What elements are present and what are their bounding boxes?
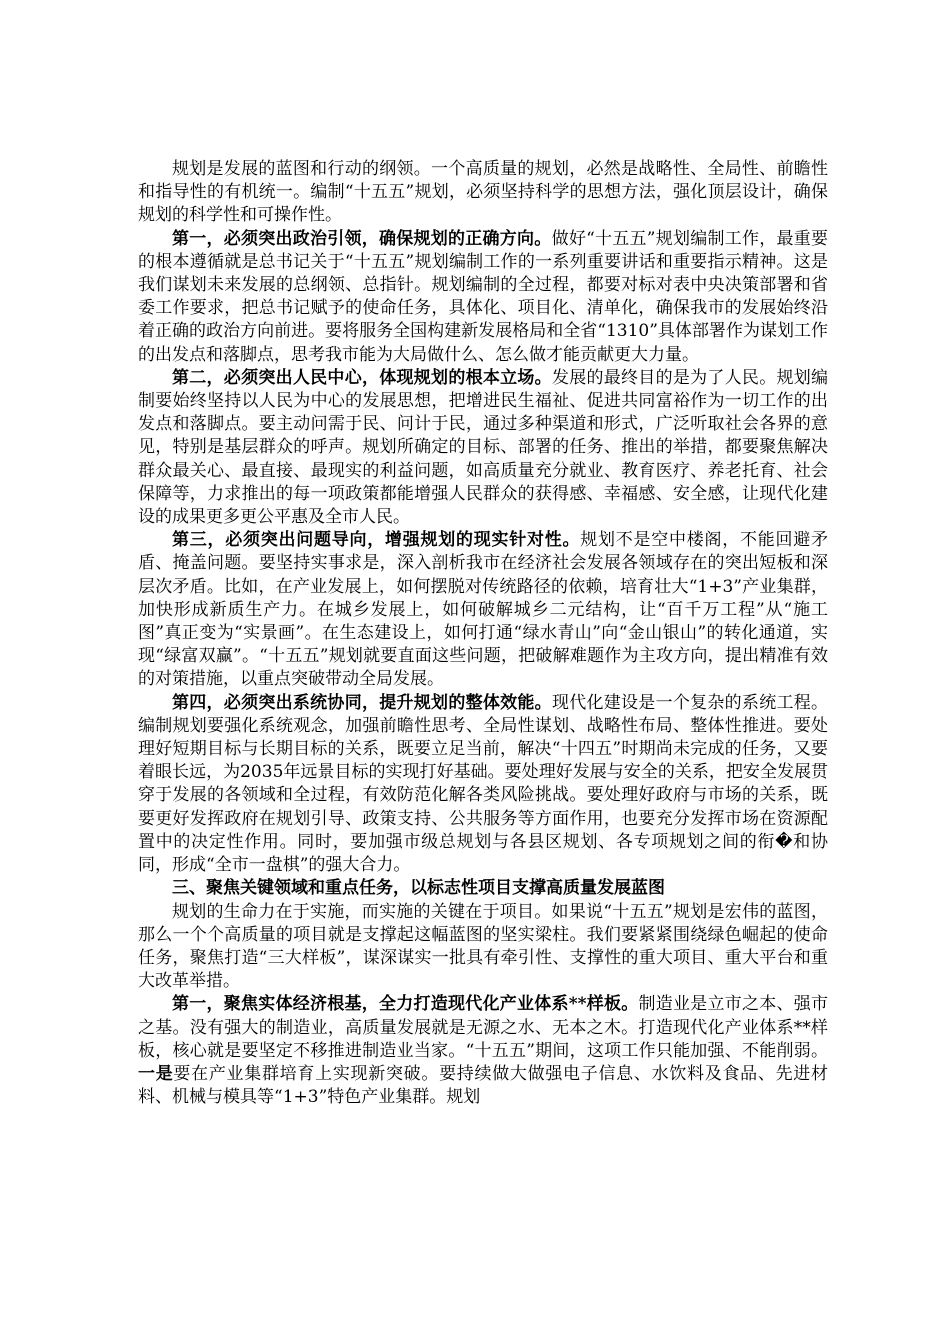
paragraph-text: 规划的生命力在于实施，而实施的关键在于项目。如果说“十五五”规划是宏伟的蓝图，那么一个个高质量的项目就是支撑起这幅蓝图的坚实梁柱。我们要紧紧围绕绿色崛起的使命任务，聚焦打造“三大样板”，谋深谋实一批具有牵引性、支撑性的重大项目、重大平台和重大改革举措。 bbox=[138, 901, 828, 992]
paragraph-lead: 第二，必须突出人民中心，体现规划的根本立场。 bbox=[172, 367, 552, 388]
point-two-paragraph bbox=[138, 367, 828, 529]
section-heading: 三、聚焦关键领域和重点任务，以标志性项目支撑高质量发展蓝图 bbox=[172, 878, 665, 899]
intro-paragraph bbox=[138, 158, 828, 228]
section-intro-paragraph bbox=[138, 901, 828, 994]
paragraph-text: 规划是发展的蓝图和行动的纲领。一个高质量的规划，必然是战略性、全局性、前瞻性和指导性的有机统一。编制“十五五”规划，必须坚持科学的思想方法，强化顶层设计，确保规划的科学性和可操作性。 bbox=[138, 159, 828, 226]
paragraph-text: 现代化建设是一个复杂的系统工程。编制规划要强化系统观念，加强前瞻性思考、全局性谋划、战略性布局、整体性推进。要处理好短期目标与长期目标的关系，既要立足当前，解决“十四五”时期尚未完成的任务，又要着眼长远，为2035年远景目标的实现打好基础。要处理好发展与安全的关系，把安全发展贯穿于发展的各领域和全过程，有效防范化解各类风险挑战。要处理好政府与市场的关系，既要更好发挥政府在规划引导、政策支持、公共服务等方面作用，也要充分发挥市场在资源配置中的决定性作用。同时，要加强市级总规划与各县区规划、各专项规划之间的衔�和协同，形成“全市一盘棋”的强大合力。 bbox=[138, 692, 829, 876]
paragraph-text: 规划不是空中楼阁，不能回避矛盾、掩盖问题。要坚持实事求是，深入剖析我市在经济社会发展各领域存在的突出短板和深层次矛盾。比如，在产业发展上，如何摆脱对传统路径的依赖，培育壮大“1+3”产业集群，加快形成新质生产力。在城乡发展上，如何破解城乡二元结构，让“百千万工程”从“施工图”真正变为“实景画”。在生态建设上，如何打通“绿水青山”向“金山银山”的转化通道，实现“绿富双赢”。“十五五”规划就要直面这些问题，把破解难题作为主攻方向，提出精准有效的对策措施，以重点突破带动全局发展。 bbox=[138, 530, 828, 690]
paragraph-text-continued: 要在产业集群培育上实现新突破。要持续做大做强电子信息、水饮料及食品、先进材料、机械与模具等“1+3”特色产业集群。规划 bbox=[138, 1063, 828, 1108]
paragraph-text: 做好“十五五”规划编制工作，最重要的根本遵循就是总书记关于“十五五”规划编制工作的一系列重要讲话和重要指示精神。这是我们谋划未来发展的总纲领、总指针。规划编制的全过程，都要对标对表中央决策部署和省委工作要求，把总书记赋予的使命任务，具体化、项目化、清单化，确保我市的发展始终沿着正确的政治方向前进。要将服务全国构建新发展格局和全省“1310”具体部署作为谋划工作的出发点和落脚点，思考我市能为大局做什么、怎么做才能贡献更大力量。 bbox=[138, 228, 828, 365]
point-four-paragraph bbox=[138, 692, 828, 878]
point-three-paragraph bbox=[138, 529, 828, 691]
paragraph-lead: 第一，必须突出政治引领，确保规划的正确方向。 bbox=[172, 228, 552, 249]
paragraph-text: 制造业是立市之本、强市之基。没有强大的制造业，高质量发展就是无源之水、无本之木。打造现代化产业体系**样板，核心就是要坚定不移推进制造业当家。“十五五”期间，这项工作只能加强、不能削弱。 bbox=[138, 994, 829, 1061]
paragraph-text: 发展的最终目的是为了人民。规划编制要始终坚持以人民为中心的发展思想，把增进民生福祉、促进共同富裕作为一切工作的出发点和落脚点。要主动问需于民、问计于民，通过多种渠道和形式，广泛听取社会各界的意见，特别是基层群众的呼声。规划所确定的目标、部署的任务、推出的举措，都要聚焦解决群众最关心、最直接、最现实的利益问题，如高质量充分就业、教育医疗、养老托育、社会保障等，力求推出的每一项政策都能增强人民群众的获得感、幸福感、安全感，让现代化建设的成果更多更公平惠及全市人民。 bbox=[138, 367, 829, 528]
paragraph-sublead: 一是 bbox=[138, 1063, 174, 1084]
paragraph-lead: 第一，聚焦实体经济根基，全力打造现代化产业体系**样板。 bbox=[172, 994, 639, 1015]
focus-one-paragraph bbox=[138, 993, 828, 1109]
paragraph-lead: 第三，必须突出问题导向，增强规划的现实针对性。 bbox=[172, 530, 581, 551]
document-page bbox=[138, 158, 828, 1109]
point-one-paragraph bbox=[138, 228, 828, 367]
paragraph-lead: 第四，必须突出系统协同，提升规划的整体效能。 bbox=[172, 692, 552, 713]
